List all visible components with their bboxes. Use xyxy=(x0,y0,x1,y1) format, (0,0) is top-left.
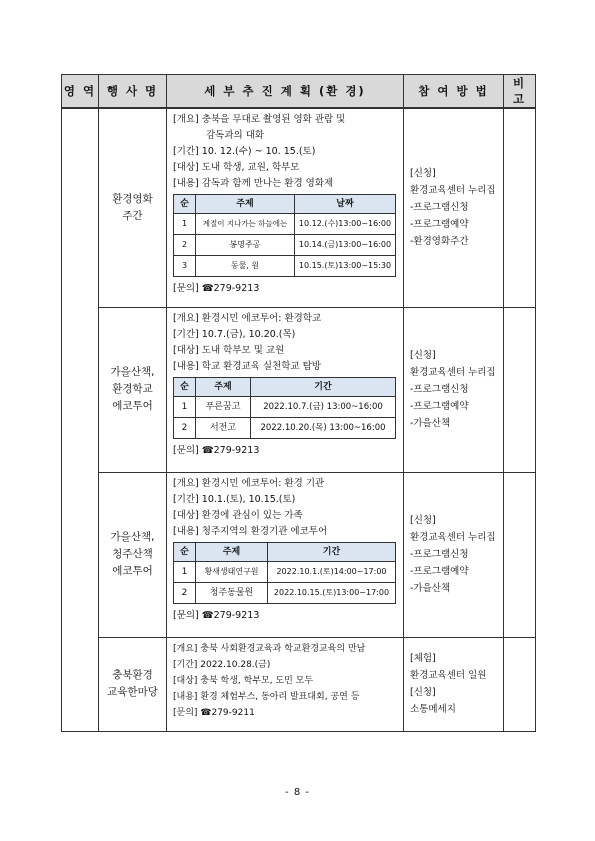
schedule-cell: 2022.10.15.(토)13:00~17:00 xyxy=(268,582,396,603)
schedule-row xyxy=(174,214,396,235)
event-name-line: 에코투어 xyxy=(112,565,153,577)
schedule-cell: 2022.10.1.(토)14:00~17:00 xyxy=(268,561,396,582)
detail-line: [기간] 10.1.(토), 10.15.(토) xyxy=(173,493,296,505)
schedule-header: 순 xyxy=(174,377,196,396)
table-row xyxy=(62,108,536,307)
schedule-header: 주제 xyxy=(196,377,251,396)
event-name-line: 주간 xyxy=(122,209,143,222)
detail-line: [개요] 충북을 무대로 촬영된 영화 관람 및 xyxy=(173,114,346,125)
schedule-row xyxy=(174,561,396,582)
table-row xyxy=(62,637,536,731)
contact-line: [문의] ☎279-9211 xyxy=(173,707,255,718)
schedule-cell: 1 xyxy=(174,396,196,417)
detail-line: 감독과의 대화 xyxy=(206,130,265,141)
plan-table xyxy=(61,74,536,732)
schedule-header: 순 xyxy=(174,542,196,561)
detail-line: [대상] 환경에 관심이 있는 가족 xyxy=(173,509,303,521)
schedule-cell: 동물, 원 xyxy=(196,256,295,277)
schedule-cell: 1 xyxy=(174,214,196,235)
schedule-header: 기간 xyxy=(268,542,396,561)
event-name-line: 환경영화 xyxy=(112,192,153,205)
method-line: 환경교육센터 누리집 xyxy=(410,367,496,378)
method-line: -환경영화주간 xyxy=(410,236,469,248)
schedule-cell: 황새생태연구원 xyxy=(196,561,268,582)
schedule-row xyxy=(174,417,396,438)
header-event: 행 사 명 xyxy=(99,75,167,109)
schedule-cell: 계절이 지나가는 하늘에는 xyxy=(196,214,295,235)
event-name-line: 에코투어 xyxy=(112,400,153,412)
event-name xyxy=(99,637,167,731)
contact-line: [문의] ☎279-9213 xyxy=(173,609,260,621)
schedule-cell: 2022.10.20.(목) 13:00~16:00 xyxy=(251,417,396,438)
note-cell xyxy=(504,472,536,637)
detail-line: [개요] 환경시민 에코투어: 환경학교 xyxy=(173,312,322,324)
detail-cell xyxy=(167,307,404,472)
method-line: 소통메세지 xyxy=(410,704,456,715)
schedule-cell: 10.12.(수)13:00~16:00 xyxy=(295,214,396,235)
note-cell xyxy=(504,307,536,472)
method-line: -프로그램신청 xyxy=(410,202,469,214)
detail-line: [내용] 학교 환경교육 실천학교 탐방 xyxy=(173,360,321,372)
schedule-table xyxy=(173,377,396,439)
contact-line: [문의] ☎279-9213 xyxy=(173,283,260,294)
schedule-header: 날짜 xyxy=(295,195,396,214)
schedule-table xyxy=(173,542,396,604)
header-detail: 세 부 추 진 계 획 (환 경) xyxy=(167,75,404,109)
schedule-row xyxy=(174,582,396,603)
schedule-header: 주제 xyxy=(196,195,295,214)
header-area: 영 역 xyxy=(62,75,99,109)
area-cell xyxy=(62,108,99,731)
detail-line: [개요] 환경시민 에코투어: 환경 기관 xyxy=(173,477,325,489)
detail-cell xyxy=(167,637,404,731)
note-cell xyxy=(504,637,536,731)
method-line: -프로그램신청 xyxy=(410,549,469,560)
event-name xyxy=(99,472,167,637)
detail-line: [내용] 감독과 함께 만나는 환경 영화제 xyxy=(173,178,334,189)
schedule-cell: 2 xyxy=(174,235,196,256)
note-cell xyxy=(504,108,536,307)
schedule-row xyxy=(174,256,396,277)
detail-line: [내용] 환경 체험부스, 동아리 발표대회, 공연 등 xyxy=(173,691,360,702)
contact-line: [문의] ☎279-9213 xyxy=(173,444,260,456)
event-name-line: 교육한마당 xyxy=(107,686,158,698)
method-line: -프로그램예약 xyxy=(410,401,469,412)
method-cell xyxy=(404,108,504,307)
header-note: 비 고 xyxy=(504,75,536,109)
method-line: -가을산책 xyxy=(410,418,451,429)
method-line: [신청] xyxy=(410,687,436,698)
detail-line: [기간] 10. 12.(수) ~ 10. 15.(토) xyxy=(173,146,316,157)
method-line: -가을산책 xyxy=(410,583,451,594)
method-line: 환경교육센터 일원 xyxy=(410,670,487,681)
detail-line: [기간] 10.7.(금), 10.20.(목) xyxy=(173,328,296,340)
schedule-cell: 10.14.(금)13:00~16:00 xyxy=(295,235,396,256)
event-name-line: 충북환경 xyxy=(112,669,153,681)
schedule-cell: 청주동물원 xyxy=(196,582,268,603)
method-line: 환경교육센터 누리집 xyxy=(410,532,496,543)
detail-line: [기간] 2022.10.28.(금) xyxy=(173,659,271,670)
detail-line: [개요] 충북 사회환경교육과 학교환경교육의 만남 xyxy=(173,643,366,654)
detail-line: [대상] 도내 학생, 교원, 학부모 xyxy=(173,162,300,173)
detail-line: [대상] 도내 학부모 및 교원 xyxy=(173,344,285,356)
method-line: [체험] xyxy=(410,653,436,664)
method-line: -프로그램예약 xyxy=(410,566,469,577)
event-name-line: 가을산책, xyxy=(110,531,155,543)
method-line: 환경교육센터 누리집 xyxy=(410,185,496,197)
event-name xyxy=(99,307,167,472)
header-row xyxy=(62,75,536,109)
schedule-cell: 10.15.(토)13:00~15:30 xyxy=(295,256,396,277)
schedule-header: 기간 xyxy=(251,377,396,396)
event-name-line: 가을산책, xyxy=(110,366,155,378)
event-name xyxy=(99,108,167,307)
method-line: -프로그램예약 xyxy=(410,219,469,231)
schedule-cell: 2022.10.7.(금) 13:00~16:00 xyxy=(251,396,396,417)
detail-line: [대상] 충북 학생, 학부모, 도민 모두 xyxy=(173,675,314,686)
schedule-cell: 2 xyxy=(174,417,196,438)
schedule-header: 순 xyxy=(174,195,196,214)
method-line: [신청] xyxy=(410,168,436,180)
header-method: 참 여 방 법 xyxy=(404,75,504,109)
method-line: -프로그램신청 xyxy=(410,384,469,395)
schedule-cell: 3 xyxy=(174,256,196,277)
event-name-line: 청주산책 xyxy=(112,548,153,560)
method-cell xyxy=(404,307,504,472)
table-row xyxy=(62,307,536,472)
schedule-cell: 1 xyxy=(174,561,196,582)
schedule-table xyxy=(173,194,396,277)
event-name-line: 환경학교 xyxy=(112,383,153,395)
schedule-row xyxy=(174,235,396,256)
table-row xyxy=(62,472,536,637)
schedule-row xyxy=(174,396,396,417)
method-line: [신청] xyxy=(410,350,436,361)
schedule-cell: 봉명주공 xyxy=(196,235,295,256)
schedule-cell: 푸른꿈고 xyxy=(196,396,251,417)
method-cell xyxy=(404,472,504,637)
method-line: [신청] xyxy=(410,515,436,526)
detail-cell xyxy=(167,108,404,307)
schedule-cell: 서전고 xyxy=(196,417,251,438)
schedule-cell: 2 xyxy=(174,582,196,603)
detail-cell xyxy=(167,472,404,637)
page-number: - 8 - xyxy=(285,787,310,798)
detail-line: [내용] 청주지역의 환경기관 에코투어 xyxy=(173,525,328,537)
method-cell xyxy=(404,637,504,731)
schedule-header: 주제 xyxy=(196,542,268,561)
